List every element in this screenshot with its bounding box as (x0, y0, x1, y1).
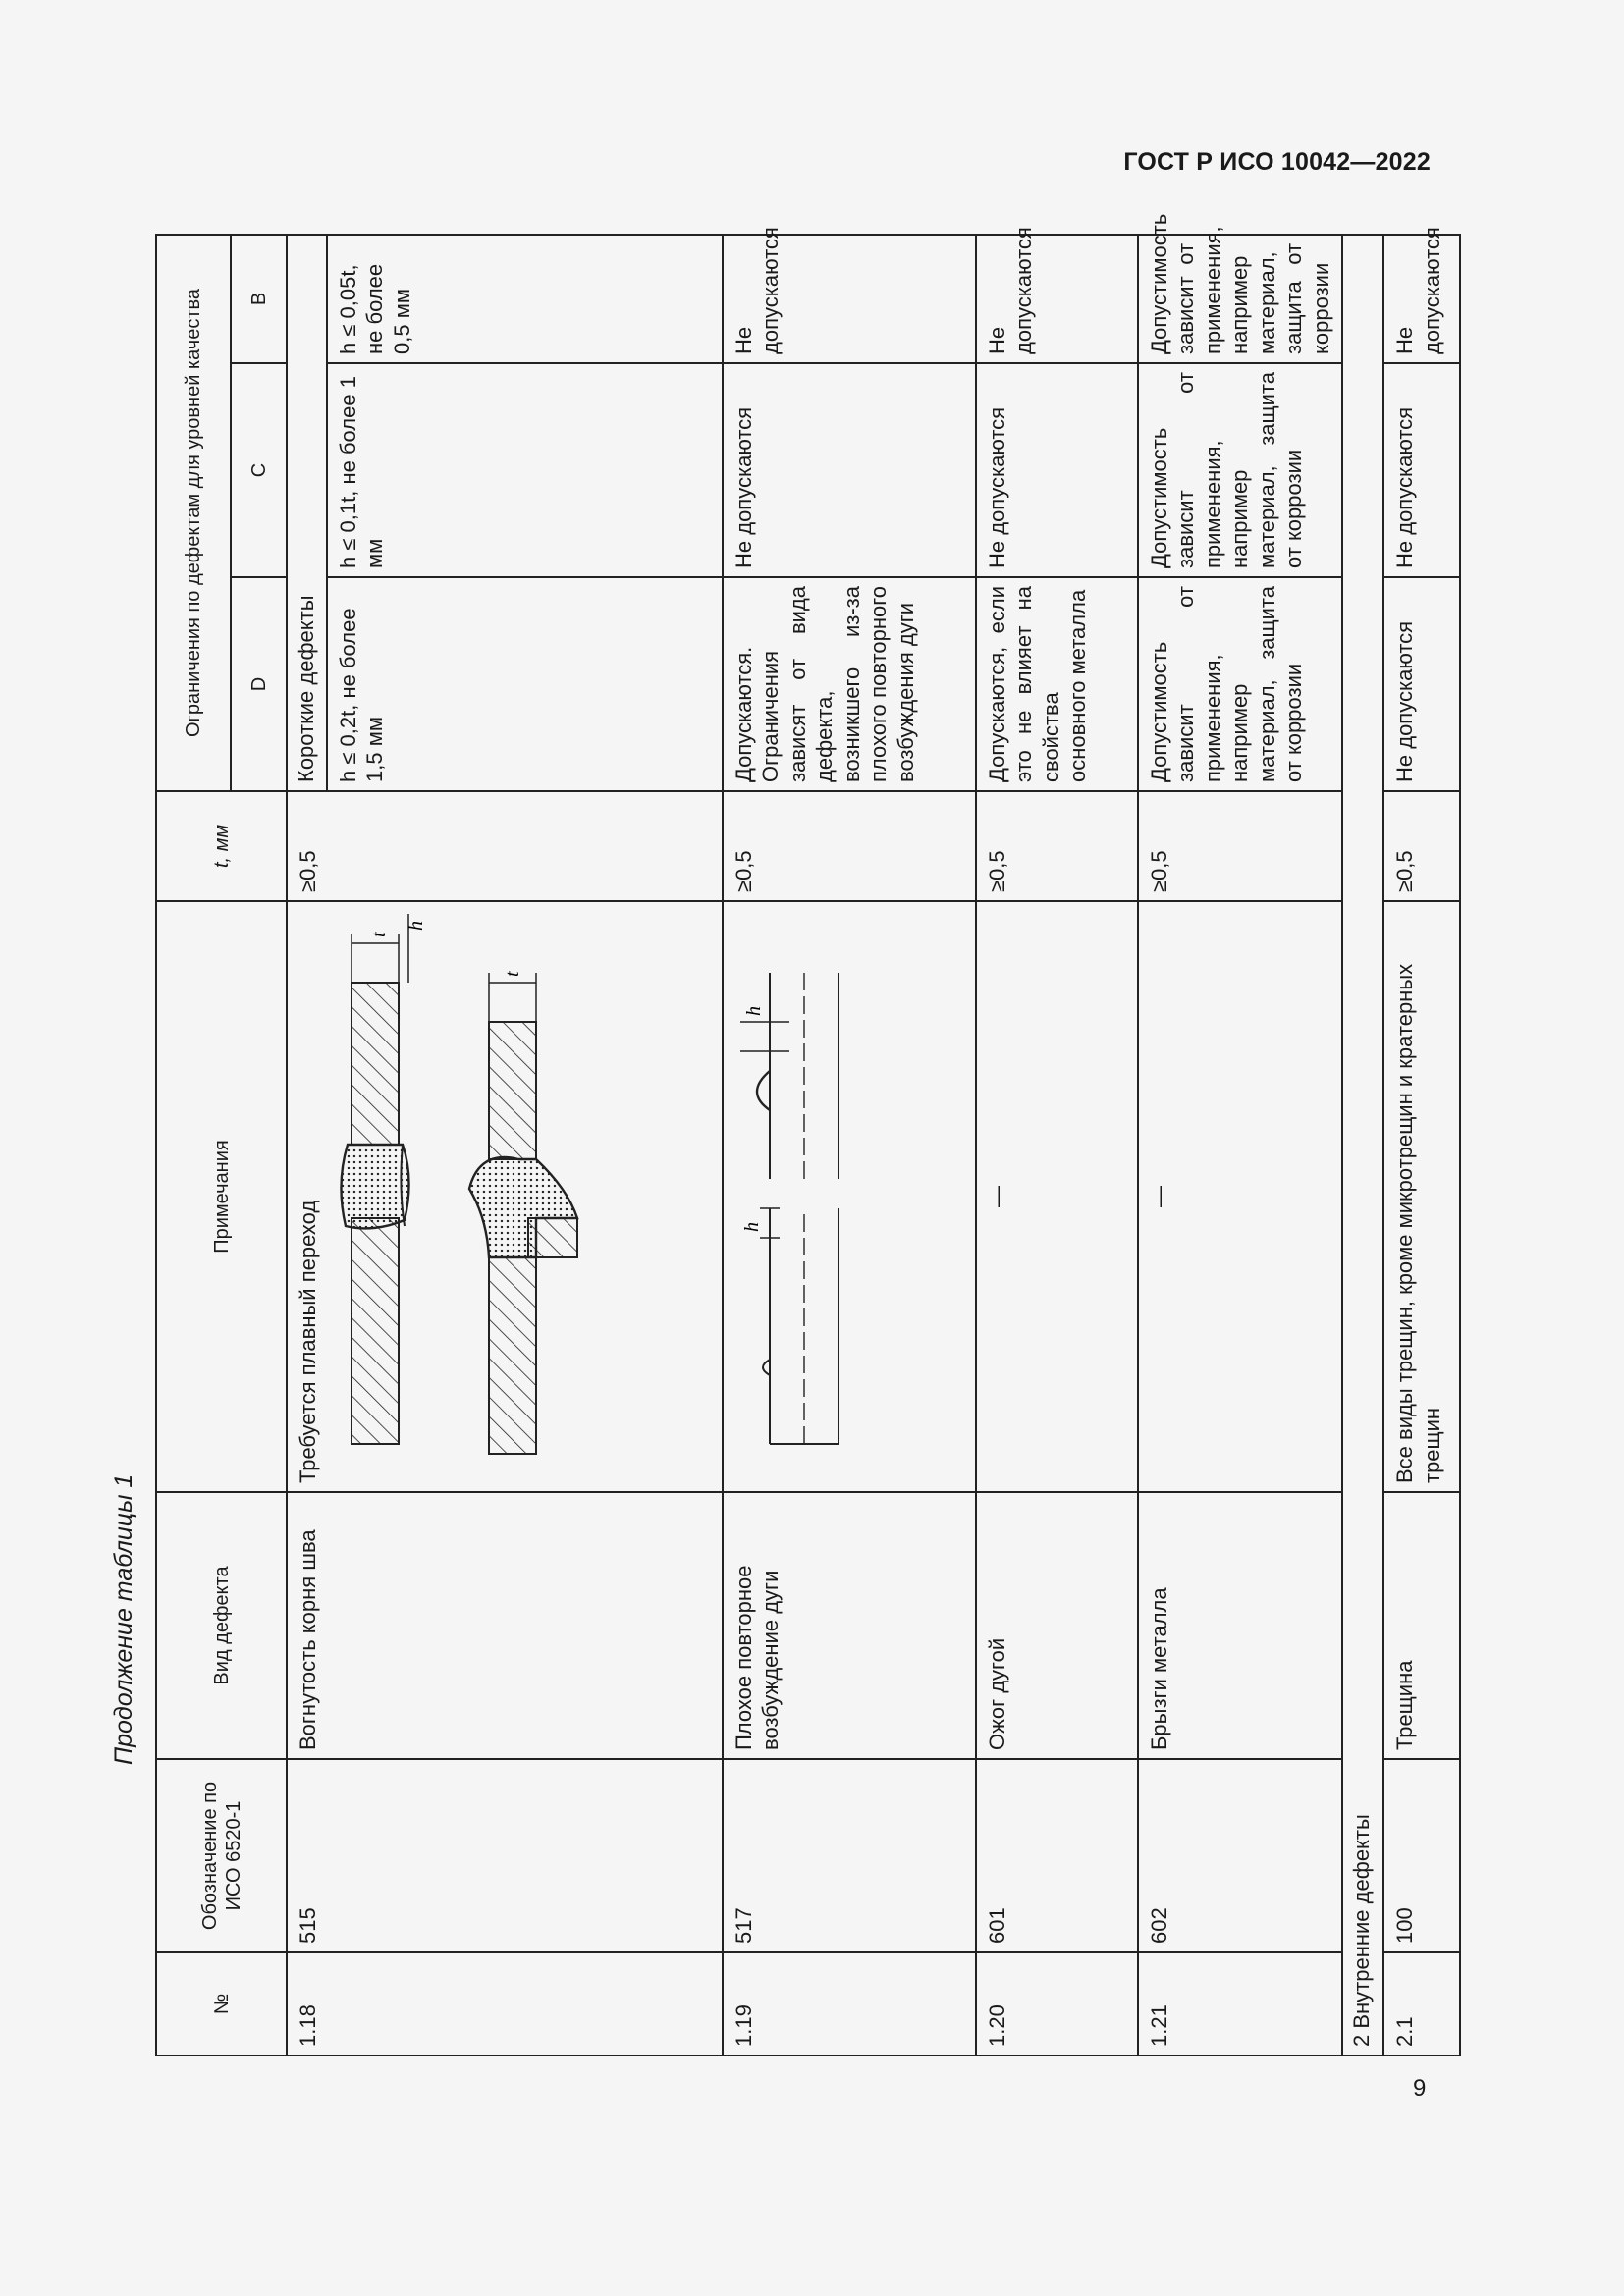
row-1-21-defect: Брызги металла (1138, 1492, 1343, 1759)
row-1-19-defect: Плохое повторное возбуждение дуги (723, 1492, 976, 1759)
section-2-heading: 2 Внутренние дефекты (1342, 235, 1383, 2056)
t-joint-drawing (469, 971, 577, 1454)
row-2-1-no: 2.1 (1383, 1952, 1460, 2056)
label-t-1: t (367, 932, 390, 937)
header-defect: Вид дефекта (156, 1492, 287, 1759)
label-h-3: h (740, 1222, 763, 1232)
header-notes: Примечания (156, 901, 287, 1492)
row-1-20-t: ≥0,5 (976, 791, 1138, 901)
page-number: 9 (1413, 2075, 1427, 2102)
row-1-19-note (723, 901, 976, 1492)
row-1-18-note (287, 901, 723, 1492)
poor-restart-right-drawing (740, 973, 839, 1179)
row-1-18-t: ≥0,5 (287, 791, 723, 901)
row-1-21-no: 1.21 (1138, 1952, 1343, 2056)
row-1-21-iso: 602 (1138, 1759, 1343, 1952)
row-1-18-level-c: h ≤ 0,1t, не более 1 мм (327, 363, 723, 577)
row-1-20-no: 1.20 (976, 1952, 1138, 2056)
row-1-18-level-b: h ≤ 0,05t, не более 0,5 мм (327, 235, 723, 363)
header-level-b: B (231, 235, 287, 363)
row-1-19-level-d: Допускаются. Ограничения зависят от вида дефекта, возникшего из-за плохого повторного возбуждения дуги (723, 577, 976, 791)
row-1-19-t: ≥0,5 (723, 791, 976, 901)
row-1-21-level-d: Допустимость зависит от применения, например материал, защита от коррозии (1138, 577, 1343, 791)
defects-table-rotated (155, 213, 1444, 2056)
arc-strike-figure (731, 914, 927, 1483)
row-1-21-level-c: Допустимость зависит от применения, например материал, защита от коррозии (1138, 363, 1343, 577)
row-2-1-t: ≥0,5 (1383, 791, 1460, 901)
row-1-18-level-d: h ≤ 0,2t, не более 1,5 мм (327, 577, 723, 791)
row-1-19-level-c: Не допускаются (723, 363, 976, 577)
row-1-18-note-text: Требуется плавный переход (296, 1200, 320, 1483)
header-level-d: D (231, 577, 287, 791)
row-1-21-level-b: Допустимость зависит от применения, например материал, защита от коррозии (1138, 235, 1343, 363)
label-h-1: h (405, 921, 427, 931)
defects-table (155, 213, 1461, 2056)
row-1-18-subheader: Короткие дефекты (287, 235, 327, 791)
row-2-1-defect: Трещина (1383, 1492, 1460, 1759)
row-2-1-level-b: Не допускаются (1383, 235, 1460, 363)
row-1-20-defect: Ожог дугой (976, 1492, 1138, 1759)
butt-joint-drawing (341, 914, 427, 1444)
row-2-1-level-d: Не допускаются (1383, 577, 1460, 791)
row-1-18-no: 1.18 (287, 1952, 723, 2056)
row-1-20-level-b: Не допускаются (976, 235, 1138, 363)
row-1-21-note: — (1138, 901, 1343, 1492)
header-iso: Обозначение по ИСО 6520-1 (156, 1759, 287, 1952)
header-no: № (156, 1952, 287, 2056)
row-1-18-iso: 515 (287, 1759, 723, 1952)
row-1-20-level-d: Допускаются, если это не влияет на свойства основного металла (976, 577, 1138, 791)
root-concavity-figure (322, 914, 715, 1483)
row-1-19-iso: 517 (723, 1759, 976, 1952)
row-1-20-iso: 601 (976, 1759, 1138, 1952)
header-limits: Ограничения по дефектам для уровней качества (156, 235, 231, 791)
label-h-4: h (742, 1006, 765, 1016)
header-level-c: C (231, 363, 287, 577)
row-2-1-level-c: Не допускаются (1383, 363, 1460, 577)
label-t-2: t (501, 971, 523, 977)
row-1-20-note: — (976, 901, 1138, 1492)
header-t: t, мм (156, 791, 287, 901)
row-1-18-defect: Вогнутость корня шва (287, 1492, 723, 1759)
row-1-19-no: 1.19 (723, 1952, 976, 2056)
row-2-1-note: Все виды трещин, кроме микротрещин и кратерных трещин (1383, 901, 1460, 1492)
table-caption: Продолжение таблицы 1 (110, 1473, 137, 1765)
row-1-20-level-c: Не допускаются (976, 363, 1138, 577)
standard-number: ГОСТ Р ИСО 10042—2022 (1123, 148, 1431, 176)
row-2-1-iso: 100 (1383, 1759, 1460, 1952)
row-1-19-level-b: Не допускаются (723, 235, 976, 363)
row-1-21-t: ≥0,5 (1138, 791, 1343, 901)
poor-restart-left-drawing (741, 1208, 839, 1444)
